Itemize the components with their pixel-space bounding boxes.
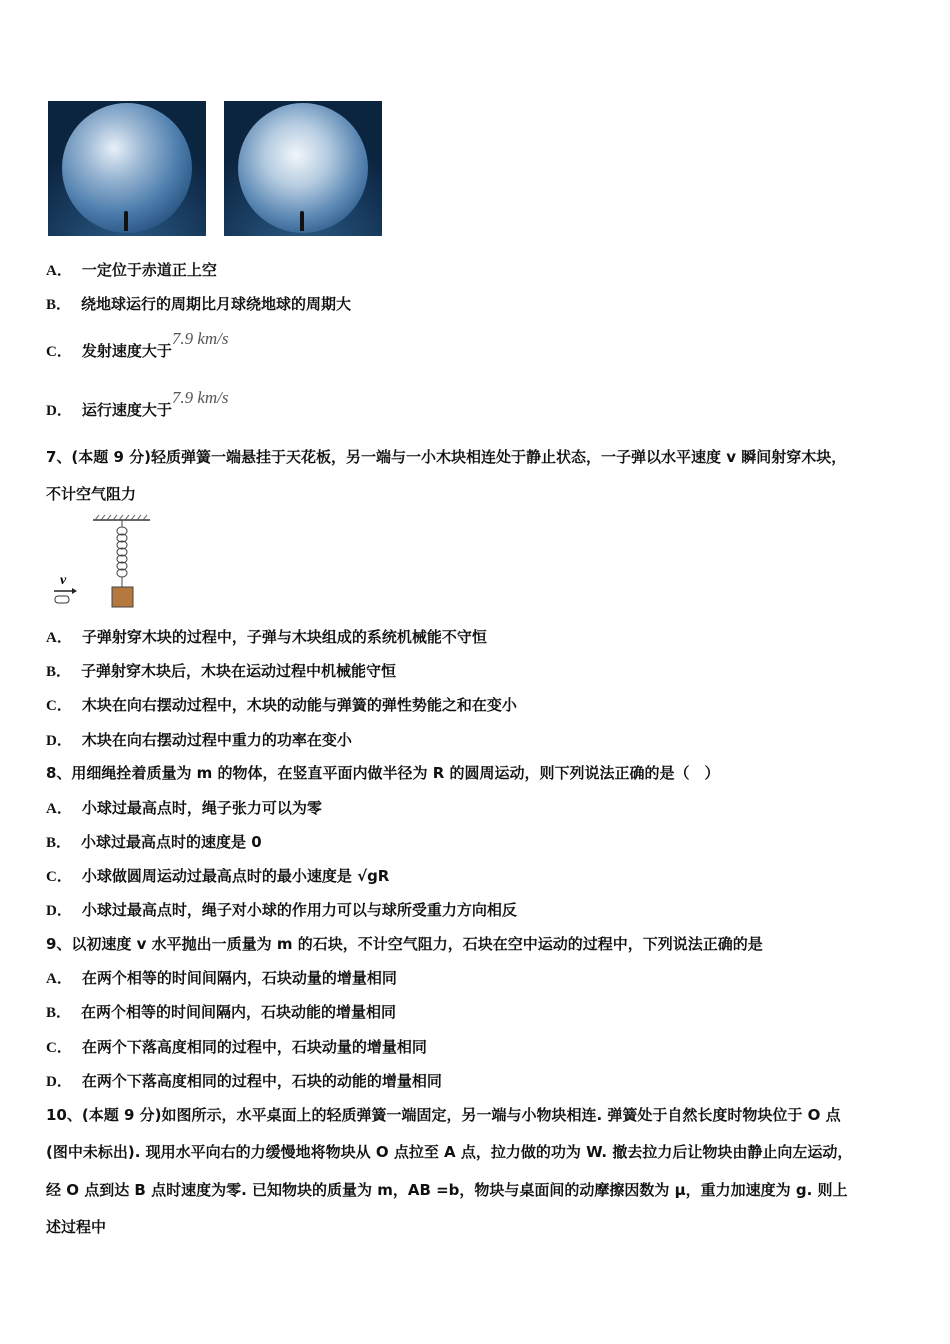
q8-option-a: A． 小球过最高点时，绳子张力可以为零 — [46, 799, 322, 817]
formula: 7.9 km/s — [171, 388, 229, 407]
q10-stem-line2: (图中未标出). 现用水平向右的力缓慢地将物块从 O 点拉至 A 点，拉力做的功为 W. 撤去拉力后让物块由静止向左运动， — [46, 1143, 853, 1161]
earth-image-2 — [224, 101, 382, 236]
spring-block-figure — [50, 512, 160, 612]
earth-image-1 — [48, 101, 206, 236]
q7-option-d: D． 木块在向右摆动过程中重力的功率在变小 — [46, 731, 352, 749]
q8-stem: 8、用细绳拴着质量为 m 的物体，在竖直平面内做半径为 R 的圆周运动，则下列说法正确的是（ ） — [46, 764, 720, 782]
q7-option-a: A． 子弹射穿木块的过程中，子弹与木块组成的系统机械能不守恒 — [46, 628, 487, 646]
q9-option-d: D． 在两个下落高度相同的过程中，石块的动能的增量相同 — [46, 1072, 442, 1090]
q7-option-c: C． 木块在向右摆动过程中，木块的动能与弹簧的弹性势能之和在变小 — [46, 696, 517, 714]
q6-option-b: B． 绕地球运行的周期比月球绕地球的周期大 — [46, 295, 352, 313]
q8-option-c: C． 小球做圆周运动过最高点时的最小速度是 √gR — [46, 867, 390, 885]
q9-option-c: C． 在两个下落高度相同的过程中，石块动量的增量相同 — [46, 1038, 427, 1056]
q8-option-d: D． 小球过最高点时，绳子对小球的作用力可以与球所受重力方向相反 — [46, 901, 517, 919]
q7-stem-line1: 7、(本题 9 分)轻质弹簧一端悬挂于天花板，另一端与一小木块相连处于静止状态，一子弹以水平速度 v 瞬间射穿木块， — [46, 448, 847, 466]
q7-option-b: B． 子弹射穿木块后，木块在运动过程中机械能守恒 — [46, 662, 397, 680]
q9-stem: 9、以初速度 v 水平抛出一质量为 m 的石块，不计空气阻力，石块在空中运动的过程中，下列说法正确的是 — [46, 935, 763, 953]
q9-option-b: B． 在两个相等的时间间隔内，石块动能的增量相同 — [46, 1003, 397, 1021]
q8-option-b: B． 小球过最高点时的速度是 0 — [46, 833, 262, 851]
q9-option-a: A． 在两个相等的时间间隔内，石块动量的增量相同 — [46, 969, 397, 987]
q7-stem-line2: 不计空气阻力 — [46, 485, 137, 503]
q10-stem-line3: 经 O 点到达 B 点时速度为零. 已知物块的质量为 m，AB =b，物块与桌面间的动摩擦因数为 μ，重力加速度为 g. 则上 — [46, 1181, 848, 1199]
q6-option-c: C． 发射速度大于7.9 km/s — [46, 329, 229, 360]
q6-option-d: D． 运行速度大于7.9 km/s — [46, 388, 229, 419]
velocity-label: v — [60, 573, 67, 588]
q10-stem-line1: 10、(本题 9 分)如图所示，水平桌面上的轻质弹簧一端固定，另一端与小物块相连. 弹簧处于自然长度时物块位于 O 点 — [46, 1106, 841, 1124]
q10-stem-line4: 述过程中 — [46, 1218, 107, 1236]
q6-option-a: A． 一定位于赤道正上空 — [46, 261, 217, 279]
formula: 7.9 km/s — [171, 329, 229, 348]
